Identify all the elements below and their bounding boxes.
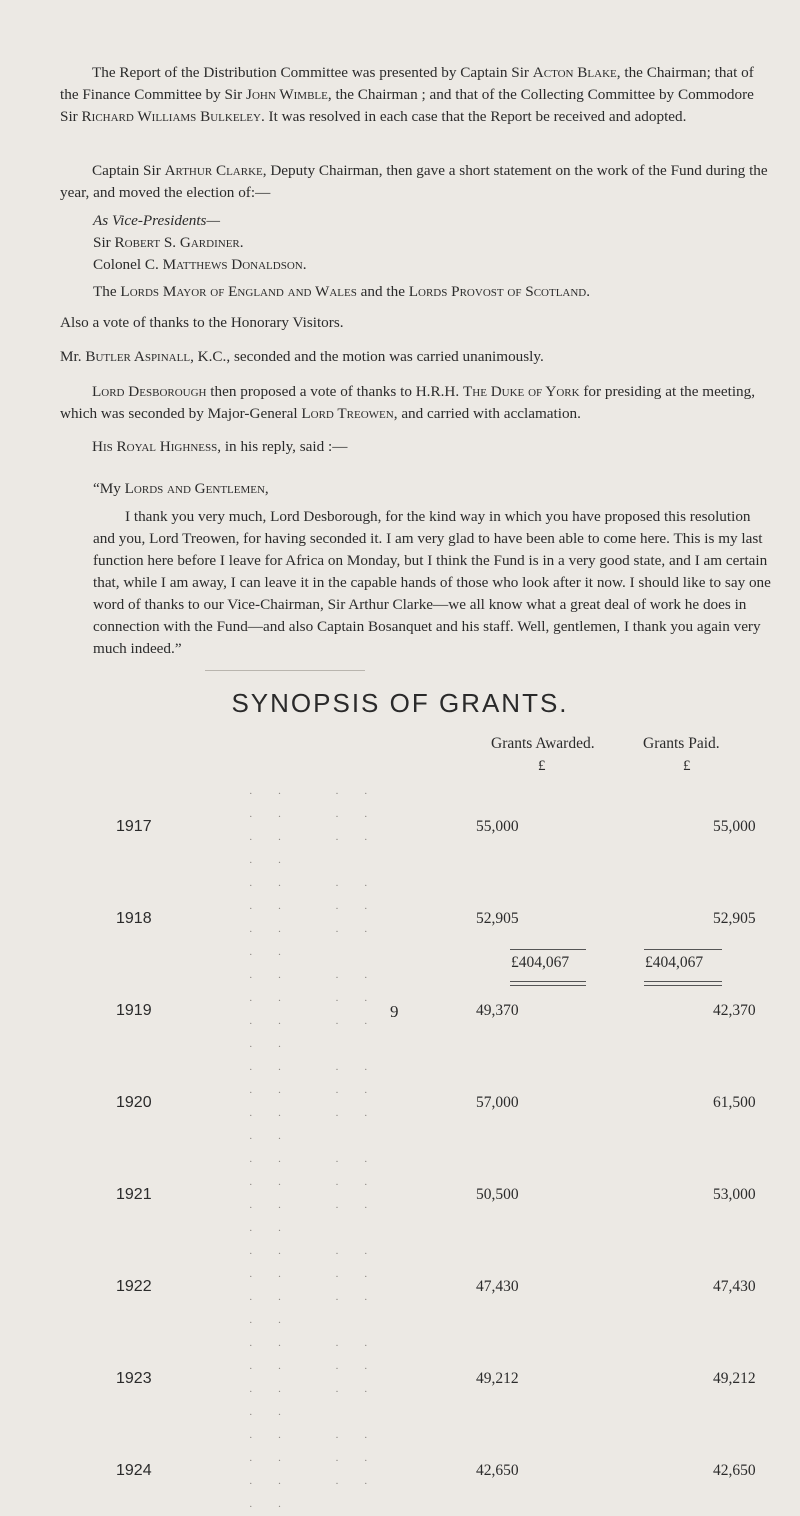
- table-row: [116, 1424, 800, 1516]
- total-awarded: £404,067: [511, 954, 570, 971]
- text-run: Sir: [93, 234, 115, 251]
- grants-table: [116, 780, 800, 1516]
- year-cell: 1920: [116, 1093, 152, 1111]
- paragraph-report: [60, 62, 775, 128]
- name-acton-blake: Acton Blake: [532, 64, 617, 81]
- name-lord-desborough: Lord Desborough: [92, 383, 207, 400]
- currency-symbol-awarded: £: [538, 758, 546, 774]
- table-row: [116, 964, 800, 1056]
- column-header-paid: Grants Paid.: [643, 735, 720, 752]
- speech-salutation: [93, 478, 800, 500]
- year-cell: 1924: [116, 1461, 152, 1479]
- year-cell: 1923: [116, 1369, 152, 1387]
- awarded-cell: 52,905: [476, 909, 519, 927]
- year-cell: 1922: [116, 1277, 152, 1295]
- text-run: Colonel C.: [93, 256, 163, 273]
- awarded-cell: 50,500: [476, 1185, 519, 1203]
- text-run: The: [93, 283, 121, 300]
- text-run: then proposed a vote of thanks to H.R.H.: [206, 383, 463, 400]
- total-paid: £404,067: [645, 954, 704, 971]
- column-header-awarded: Grants Awarded.: [491, 735, 595, 752]
- page-number: 9: [390, 1002, 399, 1021]
- total-rule-paid: [644, 949, 722, 950]
- name-butler-aspinall: Butler Aspinall: [85, 348, 191, 365]
- text-run: , K.C., seconded and the motion was carried unanimously.: [190, 348, 544, 365]
- vice-president-gardiner: [93, 232, 800, 254]
- table-row: [116, 1148, 800, 1240]
- text-run: , Deputy Chairman, then gave a short statement on the work of the Fund during the year, and moved the election of:—: [60, 162, 768, 201]
- year-cell: 1918: [116, 909, 152, 927]
- name-robert-gardiner: Robert S. Gardiner.: [114, 234, 244, 251]
- name-arthur-clarke: Arthur Clarke: [164, 162, 263, 179]
- year-cell: 1917: [116, 817, 152, 835]
- lords-mayor: Lords Mayor of England and Wales: [120, 283, 357, 300]
- awarded-cell: 57,000: [476, 1093, 519, 1111]
- text-run: , the Chairman ; and that of the Collecting Committee by Commodore Sir: [60, 86, 754, 125]
- paid-cell: 53,000: [712, 1185, 756, 1203]
- paid-cell: 42,370: [712, 1001, 756, 1019]
- double-rule-paid: [644, 981, 722, 986]
- text-run: Captain Sir: [92, 162, 165, 179]
- separator-rule: [205, 670, 365, 671]
- name-john-wimble: John Wimble: [246, 86, 328, 103]
- text-run: . It was resolved in each case that the Report be received and adopted.: [260, 108, 687, 125]
- text-run: and the: [356, 283, 409, 300]
- name-matthews-donaldson: Matthews Donaldson.: [162, 256, 307, 273]
- paragraph-thanks-visitors: Also a vote of thanks to the Honorary Visitors.: [60, 314, 344, 331]
- paragraph-vote-of-thanks: [60, 381, 775, 425]
- awarded-cell: 42,650: [476, 1461, 519, 1479]
- text-run: , the Chairman; that of the Finance Committee by Sir: [60, 64, 754, 103]
- paid-cell: 49,212: [712, 1369, 756, 1387]
- table-row: [116, 1240, 800, 1332]
- paid-cell: 52,905: [712, 909, 756, 927]
- paid-cell: 42,650: [712, 1461, 756, 1479]
- paid-cell: 61,500: [712, 1093, 756, 1111]
- table-row: [116, 872, 800, 964]
- text-run: for presiding at the meeting, which was seconded by Major-General: [60, 383, 756, 422]
- lords-provost: Lords Provost of Scotland.: [408, 283, 591, 300]
- leader-dots: .. .. .. .. .. .. ..: [249, 1245, 394, 1326]
- table-row: [116, 780, 800, 872]
- synopsis-title: SYNOPSIS OF GRANTS.: [231, 688, 569, 718]
- year-cell: 1919: [116, 1001, 152, 1019]
- leader-dots: .. .. .. .. .. .. ..: [249, 785, 394, 866]
- awarded-cell: 55,000: [476, 817, 519, 835]
- text-run: The Report of the Distribution Committee was presented by Captain Sir: [92, 64, 533, 81]
- text-run: , in his reply, said :—: [217, 438, 348, 455]
- leader-dots: .. .. .. .. .. .. ..: [249, 877, 394, 958]
- paragraph-seconded: [60, 346, 775, 368]
- name-lord-treowen: Lord Treowen: [301, 405, 394, 422]
- currency-symbol-paid: £: [683, 758, 691, 774]
- table-row: [116, 1332, 800, 1424]
- text-run: “My: [93, 480, 125, 497]
- leader-dots: .. .. .. .. .. .. ..: [249, 1153, 394, 1234]
- paragraph-reply: [60, 436, 775, 458]
- speech-body: I thank you very much, Lord Desborough, for the kind way in which you have proposed this resolution and you, Lord Treowen, for having seconded it. I am very glad to have been able to come here. This is my last function here before I leave for Africa on Monday, but I think the Fund is in a very good state, and I am certain that, while I am away, I can leave it in the capable hands of those who look after it now. I should like to say one word of thanks to our Vice-Chairman, Sir Arthur Clarke—we all know what a great deal of work he does in connection with the Fund—and also Captain Bosanquet and his staff. Well, gentlemen, I thank you again very much indeed.”: [93, 508, 771, 657]
- vice-president-lords: [93, 281, 783, 303]
- name-his-royal-highness: His Royal Highness: [92, 438, 218, 455]
- awarded-cell: 47,430: [476, 1277, 519, 1295]
- double-rule-awarded: [510, 981, 586, 986]
- leader-dots: .. .. .. .. .. .. ..: [249, 969, 394, 1050]
- awarded-cell: 49,212: [476, 1369, 519, 1387]
- total-rule-awarded: [510, 949, 586, 950]
- table-row: [116, 1056, 800, 1148]
- leader-dots: .. .. .. .. .. .. ..: [249, 1429, 394, 1510]
- awarded-cell: 49,370: [476, 1001, 519, 1019]
- leader-dots: .. .. .. .. .. .. ..: [249, 1061, 394, 1142]
- vice-presidents-heading: As Vice-Presidents—: [93, 212, 220, 229]
- leader-dots: .. .. .. .. .. .. ..: [249, 1337, 394, 1418]
- text-run: , and carried with acclamation.: [393, 405, 581, 422]
- paragraph-statement: [60, 160, 775, 204]
- text-run: Mr.: [60, 348, 86, 365]
- paid-cell: 55,000: [712, 817, 756, 835]
- vice-president-donaldson: [93, 254, 800, 276]
- name-richard-williams-bulkeley: Richard Williams Bulkeley: [81, 108, 261, 125]
- year-cell: 1921: [116, 1185, 152, 1203]
- lords-and-gentlemen: Lords and Gentlemen,: [124, 480, 269, 497]
- paid-cell: 47,430: [712, 1277, 756, 1295]
- name-duke-of-york: The Duke of York: [462, 383, 580, 400]
